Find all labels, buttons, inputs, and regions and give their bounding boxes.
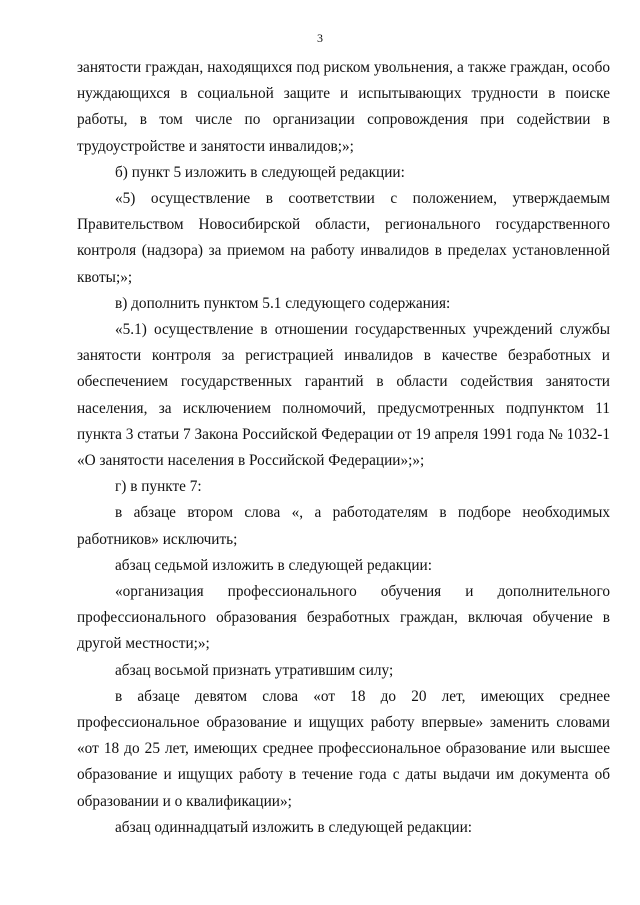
paragraph-continuation: занятости граждан, находящихся под риском увольнения, а также граждан, особо нуждающихся в социальной защите и испытывающих трудности в поиске работы, в том числе по организации сопровождения при содействии в трудоустройстве и занятости инвалидов;»;	[77, 59, 610, 155]
paragraph-item-v: в) дополнить пунктом 5.1 следующего содержания:	[115, 294, 451, 312]
paragraph-ninth-abzac: в абзаце девятом слова «от 18 до 20 лет, имеющих среднее профессиональное образование и ищущих работу впервые» заменить словами «от 18 до 25 лет, имеющих среднее профессиональное образование или высшее образование и ищущих работу в течение года с даты выдачи им документа об образовании и о квалификации»;	[77, 687, 610, 810]
page-number: 3	[317, 31, 323, 45]
paragraph-seventh-abzac: абзац седьмой изложить в следующей редакции:	[115, 556, 432, 574]
paragraph-point-5-1: «5.1) осуществление в отношении государственных учреждений службы занятости контроля за регистрацией инвалидов в качестве безработных и обеспечением государственных гарантий в области содействия занятости населения, за исключением полномочий, предусмотренных подпунктом 11 пункта 3 статьи 7 Закона Российской Федерации от 19 апреля 1991 года № 1032-1 «О занятости населения в Российской Федерации»;»;	[77, 321, 610, 470]
paragraph-eighth-abzac: абзац восьмой признать утратившим силу;	[115, 661, 394, 679]
document-body	[77, 55, 610, 841]
paragraph-training-text: «организация профессионального обучения и дополнительного профессионального образования безработных граждан, включая обучение в другой местности;»;	[77, 583, 610, 653]
paragraph-point-5: «5) осуществление в соответствии с положением, утверждаемым Правительством Новосибирской области, регионального государственного контроля (надзора) за приемом на работу инвалидов в пределах установленной квоты;»;	[77, 190, 610, 286]
paragraph-item-b: б) пункт 5 изложить в следующей редакции:	[115, 163, 405, 181]
paragraph-item-g: г) в пункте 7:	[115, 478, 202, 496]
paragraph-eleventh-abzac: абзац одиннадцатый изложить в следующей редакции:	[115, 818, 473, 836]
paragraph-second-abzac: в абзаце втором слова «, а работодателям в подборе необходимых работников» исключить;	[77, 504, 610, 548]
